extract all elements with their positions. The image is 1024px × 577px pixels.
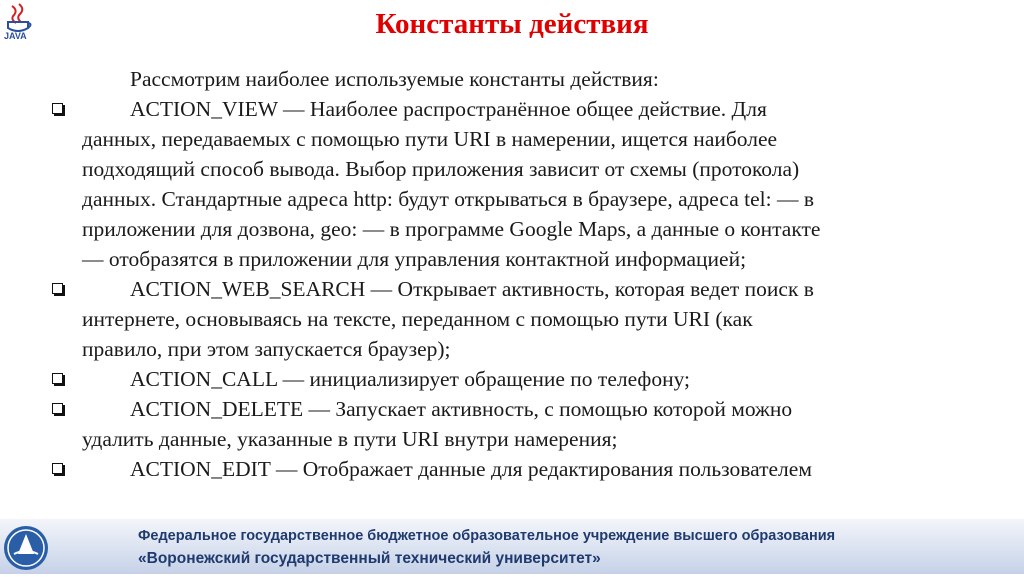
slide-content <box>52 64 977 484</box>
intro-text: Рассмотрим наиболее используемые константы действия: <box>130 67 659 91</box>
item-line: данных. Стандартные адреса http: будут открываться в браузере, адреса tel: — в <box>82 187 814 211</box>
list-item <box>52 454 977 484</box>
checkbox-bullet-icon <box>52 403 63 414</box>
emblem-icon <box>2 524 50 572</box>
item-head: ACTION_CALL — инициализирует обращение по телефону; <box>130 367 691 391</box>
constants-list <box>52 94 977 484</box>
item-line: интернете, основываясь на тексте, переданном с помощью пути URI (как <box>82 307 753 331</box>
list-item <box>52 394 977 454</box>
footer-line-2: «Воронежский государственный технический университет» <box>138 550 601 567</box>
item-head: ACTION_VIEW — Наиболее распространённое общее действие. Для <box>130 97 767 121</box>
checkbox-bullet-icon <box>52 463 63 474</box>
logo-text: JAVA <box>4 31 27 40</box>
item-line: данных, передаваемых с помощью пути URI в намерении, ищется наиболее <box>82 127 778 151</box>
checkbox-bullet-icon <box>52 373 63 384</box>
checkbox-bullet-icon <box>52 103 63 114</box>
list-item <box>52 94 977 274</box>
item-line: правило, при этом запускается браузер); <box>82 337 451 361</box>
item-head: ACTION_WEB_SEARCH — Открывает активность, которая ведет поиск в <box>130 277 814 301</box>
university-emblem <box>2 524 50 572</box>
item-head: ACTION_EDIT — Отображает данные для редактирования пользователем <box>130 457 812 481</box>
list-item <box>52 274 977 364</box>
item-line: — отобразятся в приложении для управления контактной информацией; <box>82 247 747 271</box>
checkbox-bullet-icon <box>52 283 63 294</box>
slide-title: Константы действия <box>375 8 649 40</box>
item-line: удалить данные, указанные в пути URI внутри намерения; <box>82 427 618 451</box>
item-line: приложении для дозвона, geo: — в программе Google Maps, а данные о контакте <box>82 217 821 241</box>
list-item <box>52 364 977 394</box>
footer-line-1: Федеральное государственное бюджетное образовательное учреждение высшего образования <box>138 528 836 544</box>
item-line: подходящий способ вывода. Выбор приложения зависит от схемы (протокола) <box>82 157 800 181</box>
item-head: ACTION_DELETE — Запускает активность, с помощью которой можно <box>130 397 793 421</box>
